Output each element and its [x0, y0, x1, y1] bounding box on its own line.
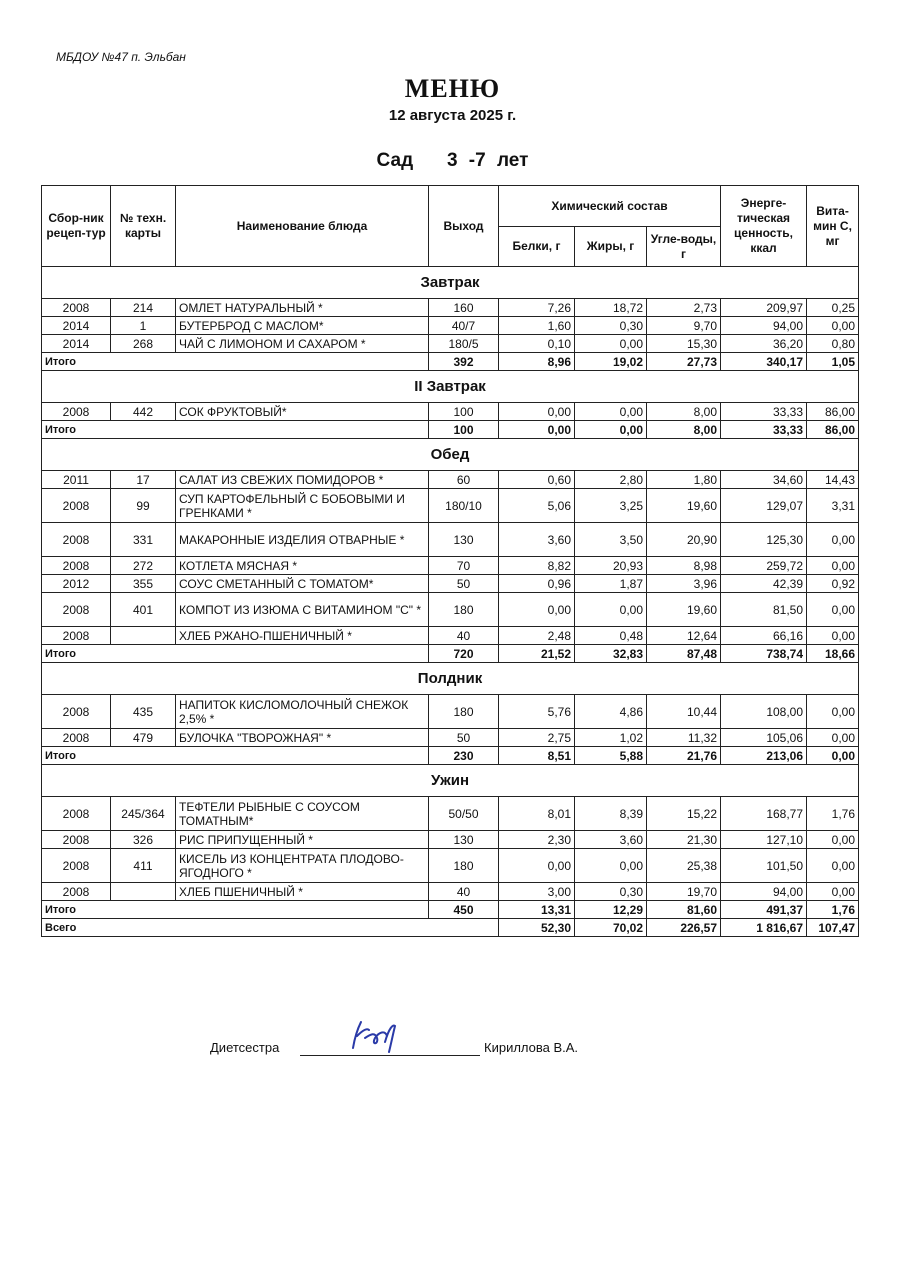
table-row — [42, 593, 859, 627]
yield-cell: 180 — [429, 593, 499, 627]
table-row — [42, 831, 859, 849]
total-yield: 392 — [429, 353, 499, 371]
yield-cell: 50/50 — [429, 797, 499, 831]
dish-name-cell: СУП КАРТОФЕЛЬНЫЙ С БОБОВЫМИ И ГРЕНКАМИ * — [176, 489, 429, 523]
fat-cell: 0,00 — [575, 849, 647, 883]
table-row — [42, 471, 859, 489]
signature-role: Диетсестра — [210, 1040, 280, 1055]
dish-name-cell: СОУС СМЕТАННЫЙ С ТОМАТОМ* — [176, 575, 429, 593]
table-row — [42, 883, 859, 901]
protein-cell: 0,00 — [499, 403, 575, 421]
energy-cell: 209,97 — [721, 299, 807, 317]
collection-cell: 2012 — [42, 575, 111, 593]
energy-cell: 33,33 — [721, 403, 807, 421]
total-vitamin-c: 1,76 — [807, 901, 859, 919]
fat-cell: 1,02 — [575, 729, 647, 747]
table-row — [42, 489, 859, 523]
grand-total-energy: 1 816,67 — [721, 919, 807, 937]
carbs-cell: 1,80 — [647, 471, 721, 489]
total-yield: 230 — [429, 747, 499, 765]
yield-cell: 40 — [429, 883, 499, 901]
fat-cell: 0,48 — [575, 627, 647, 645]
card-cell: 411 — [111, 849, 176, 883]
section-title: Полдник — [42, 663, 859, 695]
carbs-cell: 2,73 — [647, 299, 721, 317]
collection-cell: 2008 — [42, 729, 111, 747]
carbs-cell: 19,60 — [647, 593, 721, 627]
protein-cell: 8,82 — [499, 557, 575, 575]
carbs-cell: 19,60 — [647, 489, 721, 523]
vitamin-c-cell: 0,00 — [807, 883, 859, 901]
yield-cell: 130 — [429, 523, 499, 557]
energy-cell: 108,00 — [721, 695, 807, 729]
vitamin-c-cell: 1,76 — [807, 797, 859, 831]
header-carbs: Угле-воды, г — [647, 227, 721, 267]
dish-name-cell: КОТЛЕТА МЯСНАЯ * — [176, 557, 429, 575]
total-label: Итого — [42, 901, 429, 919]
fat-cell: 0,30 — [575, 317, 647, 335]
total-energy: 213,06 — [721, 747, 807, 765]
total-label: Итого — [42, 353, 429, 371]
vitamin-c-cell: 0,00 — [807, 695, 859, 729]
page-title: МЕНЮ — [404, 74, 501, 103]
header-energy: Энерге-тическая ценность, ккал — [721, 186, 807, 267]
total-label: Итого — [42, 645, 429, 663]
carbs-cell: 25,38 — [647, 849, 721, 883]
total-carbs: 87,48 — [647, 645, 721, 663]
total-vitamin-c: 0,00 — [807, 747, 859, 765]
carbs-cell: 9,70 — [647, 317, 721, 335]
grand-total-label: Всего — [42, 919, 499, 937]
collection-cell: 2008 — [42, 557, 111, 575]
yield-cell: 100 — [429, 403, 499, 421]
collection-cell: 2014 — [42, 317, 111, 335]
vitamin-c-cell: 0,00 — [807, 557, 859, 575]
vitamin-c-cell: 0,00 — [807, 523, 859, 557]
table-row — [42, 627, 859, 645]
energy-cell: 125,30 — [721, 523, 807, 557]
vitamin-c-cell: 0,00 — [807, 849, 859, 883]
table-row — [42, 523, 859, 557]
vitamin-c-cell: 86,00 — [807, 403, 859, 421]
table-row — [42, 695, 859, 729]
card-cell — [111, 627, 176, 645]
header-collection: Сбор-ник рецеп-тур — [42, 186, 111, 267]
dish-name-cell: ХЛЕБ ПШЕНИЧНЫЙ * — [176, 883, 429, 901]
section-total-row — [42, 901, 859, 919]
vitamin-c-cell: 0,00 — [807, 729, 859, 747]
carbs-cell: 15,22 — [647, 797, 721, 831]
energy-cell: 168,77 — [721, 797, 807, 831]
protein-cell: 0,96 — [499, 575, 575, 593]
collection-cell: 2008 — [42, 831, 111, 849]
protein-cell: 0,60 — [499, 471, 575, 489]
total-carbs: 21,76 — [647, 747, 721, 765]
carbs-cell: 20,90 — [647, 523, 721, 557]
energy-cell: 42,39 — [721, 575, 807, 593]
header-card: № техн. карты — [111, 186, 176, 267]
table-row — [42, 849, 859, 883]
protein-cell: 0,00 — [499, 593, 575, 627]
total-yield: 100 — [429, 421, 499, 439]
energy-cell: 127,10 — [721, 831, 807, 849]
yield-cell: 130 — [429, 831, 499, 849]
card-cell: 17 — [111, 471, 176, 489]
yield-cell: 180/5 — [429, 335, 499, 353]
card-cell: 1 — [111, 317, 176, 335]
menu-date: 12 августа 2025 г. — [388, 107, 517, 124]
collection-cell: 2008 — [42, 523, 111, 557]
fat-cell: 1,87 — [575, 575, 647, 593]
energy-cell: 129,07 — [721, 489, 807, 523]
card-cell: 331 — [111, 523, 176, 557]
yield-cell: 60 — [429, 471, 499, 489]
dish-name-cell: НАПИТОК КИСЛОМОЛОЧНЫЙ СНЕЖОК 2,5% * — [176, 695, 429, 729]
section-header — [42, 267, 859, 299]
total-carbs: 27,73 — [647, 353, 721, 371]
total-fat: 12,29 — [575, 901, 647, 919]
dish-name-cell: КИСЕЛЬ ИЗ КОНЦЕНТРАТА ПЛОДОВО-ЯГОДНОГО * — [176, 849, 429, 883]
grand-total-row — [42, 919, 859, 937]
total-label: Итого — [42, 421, 429, 439]
total-label: Итого — [42, 747, 429, 765]
dish-name-cell: МАКАРОННЫЕ ИЗДЕЛИЯ ОТВАРНЫЕ * — [176, 523, 429, 557]
fat-cell: 3,60 — [575, 831, 647, 849]
table-row — [42, 299, 859, 317]
card-cell: 479 — [111, 729, 176, 747]
total-fat: 32,83 — [575, 645, 647, 663]
fat-cell: 3,25 — [575, 489, 647, 523]
header-vitamin-c: Вита-мин С, мг — [807, 186, 859, 267]
energy-cell: 81,50 — [721, 593, 807, 627]
protein-cell: 2,75 — [499, 729, 575, 747]
signature-name: Кириллова В.А. — [484, 1040, 579, 1055]
dish-name-cell: ХЛЕБ РЖАНО-ПШЕНИЧНЫЙ * — [176, 627, 429, 645]
protein-cell: 3,60 — [499, 523, 575, 557]
total-vitamin-c: 1,05 — [807, 353, 859, 371]
carbs-cell: 3,96 — [647, 575, 721, 593]
card-cell: 214 — [111, 299, 176, 317]
fat-cell: 3,50 — [575, 523, 647, 557]
age-group: Сад 3 -7 лет — [376, 150, 529, 171]
table-row — [42, 797, 859, 831]
fat-cell: 0,00 — [575, 593, 647, 627]
energy-cell: 66,16 — [721, 627, 807, 645]
protein-cell: 2,30 — [499, 831, 575, 849]
energy-cell: 36,20 — [721, 335, 807, 353]
organization-name: МБДОУ №47 п. Эльбан — [56, 50, 186, 64]
protein-cell: 3,00 — [499, 883, 575, 901]
header-yield: Выход — [429, 186, 499, 267]
yield-cell: 50 — [429, 729, 499, 747]
grand-total-protein: 52,30 — [499, 919, 575, 937]
total-yield: 450 — [429, 901, 499, 919]
card-cell: 326 — [111, 831, 176, 849]
carbs-cell: 11,32 — [647, 729, 721, 747]
vitamin-c-cell: 0,25 — [807, 299, 859, 317]
dish-name-cell: РИС ПРИПУЩЕННЫЙ * — [176, 831, 429, 849]
total-yield: 720 — [429, 645, 499, 663]
card-cell — [111, 883, 176, 901]
section-header — [42, 663, 859, 695]
yield-cell: 180 — [429, 695, 499, 729]
total-vitamin-c: 18,66 — [807, 645, 859, 663]
vitamin-c-cell: 0,80 — [807, 335, 859, 353]
card-cell: 355 — [111, 575, 176, 593]
carbs-cell: 15,30 — [647, 335, 721, 353]
energy-cell: 105,06 — [721, 729, 807, 747]
fat-cell: 0,00 — [575, 403, 647, 421]
card-cell: 99 — [111, 489, 176, 523]
vitamin-c-cell: 0,00 — [807, 593, 859, 627]
carbs-cell: 12,64 — [647, 627, 721, 645]
protein-cell: 0,10 — [499, 335, 575, 353]
protein-cell: 2,48 — [499, 627, 575, 645]
header-chemical: Химический состав — [499, 186, 721, 227]
total-protein: 8,51 — [499, 747, 575, 765]
collection-cell: 2008 — [42, 593, 111, 627]
dish-name-cell: БУТЕРБРОД С МАСЛОМ* — [176, 317, 429, 335]
total-protein: 21,52 — [499, 645, 575, 663]
section-total-row — [42, 645, 859, 663]
collection-cell: 2008 — [42, 489, 111, 523]
carbs-cell: 8,98 — [647, 557, 721, 575]
section-title: Ужин — [42, 765, 859, 797]
vitamin-c-cell: 0,92 — [807, 575, 859, 593]
grand-total-carbs: 226,57 — [647, 919, 721, 937]
dish-name-cell: КОМПОТ ИЗ ИЗЮМА С ВИТАМИНОМ "С" * — [176, 593, 429, 627]
section-header — [42, 439, 859, 471]
total-energy: 33,33 — [721, 421, 807, 439]
dish-name-cell: ЧАЙ С ЛИМОНОМ И САХАРОМ * — [176, 335, 429, 353]
fat-cell: 0,30 — [575, 883, 647, 901]
grand-total-fat: 70,02 — [575, 919, 647, 937]
collection-cell: 2008 — [42, 883, 111, 901]
section-header — [42, 765, 859, 797]
total-fat: 19,02 — [575, 353, 647, 371]
total-protein: 0,00 — [499, 421, 575, 439]
carbs-cell: 8,00 — [647, 403, 721, 421]
protein-cell: 8,01 — [499, 797, 575, 831]
section-total-row — [42, 747, 859, 765]
table-row — [42, 557, 859, 575]
fat-cell: 0,00 — [575, 335, 647, 353]
collection-cell: 2008 — [42, 695, 111, 729]
total-fat: 5,88 — [575, 747, 647, 765]
protein-cell: 5,76 — [499, 695, 575, 729]
carbs-cell: 10,44 — [647, 695, 721, 729]
dish-name-cell: СОК ФРУКТОВЫЙ* — [176, 403, 429, 421]
collection-cell: 2008 — [42, 849, 111, 883]
dish-name-cell: САЛАТ ИЗ СВЕЖИХ ПОМИДОРОВ * — [176, 471, 429, 489]
total-energy: 340,17 — [721, 353, 807, 371]
total-carbs: 81,60 — [647, 901, 721, 919]
header-dish: Наименование блюда — [176, 186, 429, 267]
fat-cell: 4,86 — [575, 695, 647, 729]
grand-total-vitamin-c: 107,47 — [807, 919, 859, 937]
protein-cell: 0,00 — [499, 849, 575, 883]
section-total-row — [42, 421, 859, 439]
yield-cell: 50 — [429, 575, 499, 593]
total-energy: 738,74 — [721, 645, 807, 663]
total-vitamin-c: 86,00 — [807, 421, 859, 439]
total-carbs: 8,00 — [647, 421, 721, 439]
dish-name-cell: ОМЛЕТ НАТУРАЛЬНЫЙ * — [176, 299, 429, 317]
collection-cell: 2008 — [42, 797, 111, 831]
yield-cell: 70 — [429, 557, 499, 575]
yield-cell: 40/7 — [429, 317, 499, 335]
energy-cell: 259,72 — [721, 557, 807, 575]
energy-cell: 94,00 — [721, 317, 807, 335]
header-fat: Жиры, г — [575, 227, 647, 267]
total-energy: 491,37 — [721, 901, 807, 919]
vitamin-c-cell: 3,31 — [807, 489, 859, 523]
menu-table — [41, 185, 859, 937]
table-row — [42, 317, 859, 335]
yield-cell: 160 — [429, 299, 499, 317]
collection-cell: 2008 — [42, 627, 111, 645]
vitamin-c-cell: 14,43 — [807, 471, 859, 489]
menu-body — [42, 267, 859, 937]
yield-cell: 180/10 — [429, 489, 499, 523]
collection-cell: 2011 — [42, 471, 111, 489]
table-row — [42, 335, 859, 353]
card-cell: 442 — [111, 403, 176, 421]
table-row — [42, 575, 859, 593]
protein-cell: 5,06 — [499, 489, 575, 523]
header-protein: Белки, г — [499, 227, 575, 267]
table-row — [42, 729, 859, 747]
total-protein: 13,31 — [499, 901, 575, 919]
vitamin-c-cell: 0,00 — [807, 317, 859, 335]
yield-cell: 180 — [429, 849, 499, 883]
card-cell: 401 — [111, 593, 176, 627]
fat-cell: 20,93 — [575, 557, 647, 575]
table-row — [42, 403, 859, 421]
card-cell: 268 — [111, 335, 176, 353]
section-title: Обед — [42, 439, 859, 471]
vitamin-c-cell: 0,00 — [807, 627, 859, 645]
collection-cell: 2014 — [42, 335, 111, 353]
fat-cell: 18,72 — [575, 299, 647, 317]
collection-cell: 2008 — [42, 403, 111, 421]
handwritten-signature — [345, 1018, 405, 1058]
protein-cell: 7,26 — [499, 299, 575, 317]
total-protein: 8,96 — [499, 353, 575, 371]
vitamin-c-cell: 0,00 — [807, 831, 859, 849]
total-fat: 0,00 — [575, 421, 647, 439]
dish-name-cell: ТЕФТЕЛИ РЫБНЫЕ С СОУСОМ ТОМАТНЫМ* — [176, 797, 429, 831]
energy-cell: 34,60 — [721, 471, 807, 489]
section-total-row — [42, 353, 859, 371]
collection-cell: 2008 — [42, 299, 111, 317]
yield-cell: 40 — [429, 627, 499, 645]
protein-cell: 1,60 — [499, 317, 575, 335]
energy-cell: 101,50 — [721, 849, 807, 883]
card-cell: 435 — [111, 695, 176, 729]
section-title: Завтрак — [42, 267, 859, 299]
carbs-cell: 21,30 — [647, 831, 721, 849]
section-header — [42, 371, 859, 403]
section-title: II Завтрак — [42, 371, 859, 403]
dish-name-cell: БУЛОЧКА "ТВОРОЖНАЯ" * — [176, 729, 429, 747]
fat-cell: 8,39 — [575, 797, 647, 831]
card-cell: 245/364 — [111, 797, 176, 831]
fat-cell: 2,80 — [575, 471, 647, 489]
card-cell: 272 — [111, 557, 176, 575]
carbs-cell: 19,70 — [647, 883, 721, 901]
energy-cell: 94,00 — [721, 883, 807, 901]
